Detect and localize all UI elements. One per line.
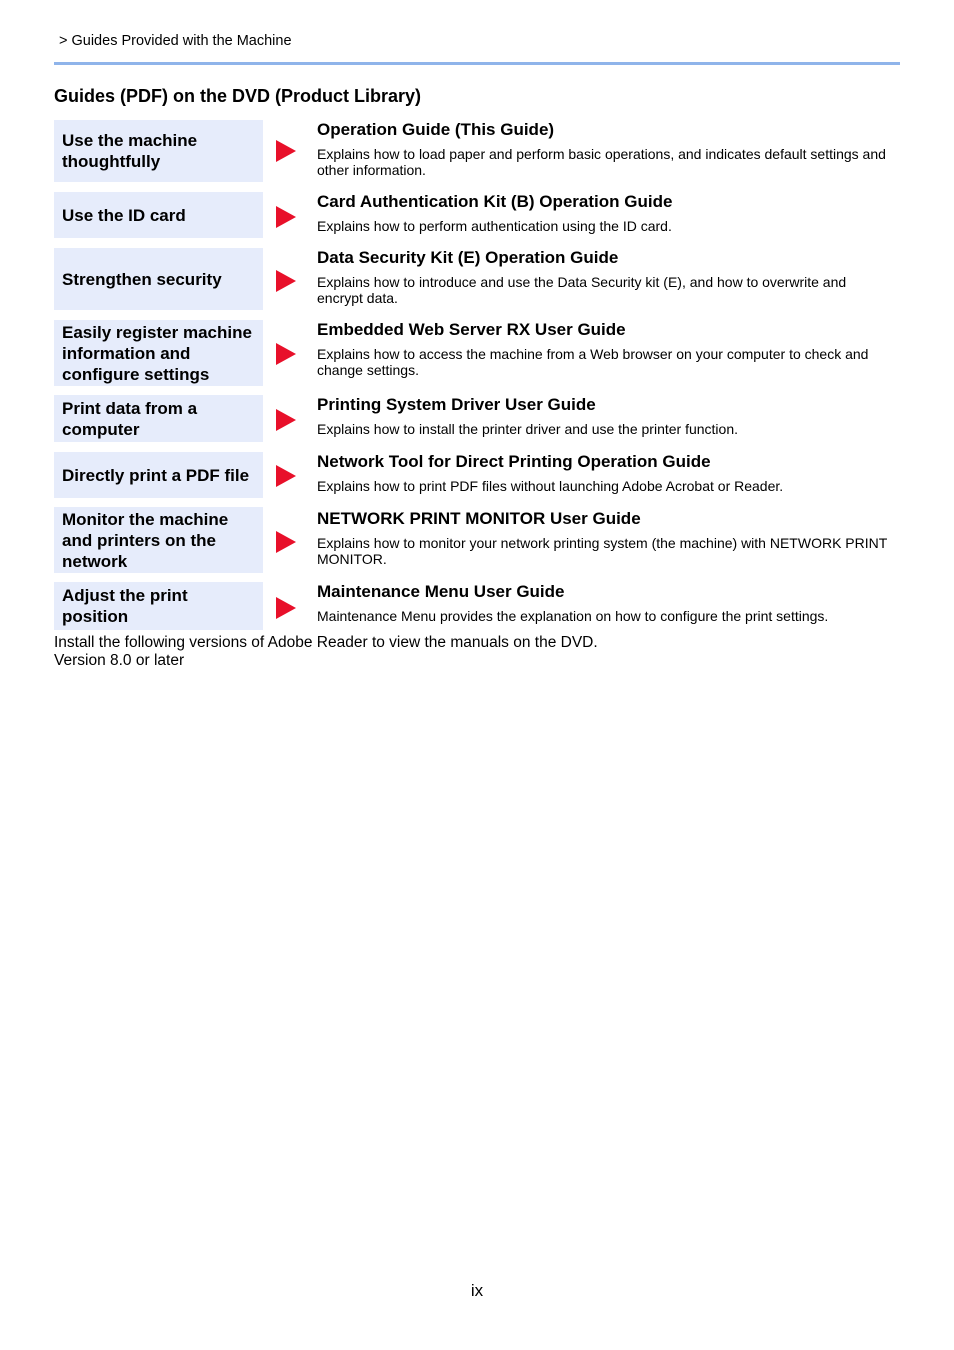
guide-entry[interactable]: [317, 582, 892, 624]
page-number: ix: [470, 1281, 484, 1300]
task-label: Strengthen security: [54, 248, 263, 310]
guide-description: Explains how to print PDF files without launching Adobe Acrobat or Reader.: [317, 478, 784, 494]
task-label: Use the machine thoughtfully: [54, 120, 263, 182]
guide-entry[interactable]: [317, 120, 892, 178]
header-rule: [54, 62, 900, 65]
guide-row: [54, 582, 900, 630]
guide-entry[interactable]: [317, 192, 892, 234]
guide-entry[interactable]: [317, 320, 892, 378]
guide-title[interactable]: Network Tool for Direct Printing Operation Guide: [317, 452, 711, 471]
guide-title[interactable]: Embedded Web Server RX User Guide: [317, 320, 626, 339]
arrow-right-icon: [276, 270, 296, 292]
guide-title[interactable]: Printing System Driver User Guide: [317, 395, 596, 414]
guide-title[interactable]: Data Security Kit (E) Operation Guide: [317, 248, 619, 267]
guide-entry[interactable]: [317, 248, 892, 306]
breadcrumb[interactable]: > Guides Provided with the Machine: [59, 33, 292, 49]
task-label: Easily register machine information and configure settings: [54, 320, 263, 386]
arrow-right-icon: [276, 597, 296, 619]
guide-description: Explains how to load paper and perform basic operations, and indicates default settings and other information.: [317, 146, 886, 178]
guide-row: [54, 507, 900, 573]
guide-row: [54, 248, 900, 310]
guide-description: Explains how to install the printer driver and use the printer function.: [317, 421, 739, 437]
task-label: Directly print a PDF file: [54, 452, 263, 498]
arrow-right-icon: [276, 465, 296, 487]
task-label: Print data from a computer: [54, 395, 263, 442]
task-label: Adjust the print position: [54, 582, 263, 630]
arrow-right-icon: [276, 206, 296, 228]
guide-title[interactable]: Maintenance Menu User Guide: [317, 582, 565, 601]
arrow-right-icon: [276, 140, 296, 162]
guide-description: Explains how to perform authentication using the ID card.: [317, 218, 672, 234]
note-line: Install the following versions of Adobe Reader to view the manuals on the DVD.: [54, 634, 598, 651]
guide-row: [54, 452, 900, 498]
guide-title[interactable]: Operation Guide (This Guide): [317, 120, 555, 139]
guide-entry[interactable]: [317, 452, 892, 494]
arrow-right-icon: [276, 531, 296, 553]
guide-description: Maintenance Menu provides the explanation on how to configure the print settings.: [317, 608, 829, 624]
guide-entry[interactable]: [317, 395, 892, 437]
section-title: Guides (PDF) on the DVD (Product Library): [54, 86, 422, 106]
arrow-right-icon: [276, 343, 296, 365]
guide-row: [54, 120, 900, 182]
guide-title[interactable]: NETWORK PRINT MONITOR User Guide: [317, 509, 641, 528]
guide-row: [54, 395, 900, 442]
guide-title[interactable]: Card Authentication Kit (B) Operation Guide: [317, 192, 673, 211]
adobe-reader-note: [54, 634, 598, 670]
task-label: Monitor the machine and printers on the network: [54, 507, 263, 573]
guide-description: Explains how to introduce and use the Data Security kit (E), and how to overwrite and encrypt data.: [317, 274, 847, 306]
note-version: Version 8.0 or later: [54, 652, 185, 669]
task-label: Use the ID card: [54, 192, 263, 238]
guide-entry[interactable]: [317, 509, 892, 567]
guide-row: [54, 192, 900, 238]
guide-row: [54, 320, 900, 386]
guide-description: Explains how to access the machine from a Web browser on your computer to check and change settings.: [317, 346, 869, 378]
arrow-right-icon: [276, 409, 296, 431]
guide-description: Explains how to monitor your network printing system (the machine) with NETWORK PRINT MONITOR.: [317, 535, 888, 567]
